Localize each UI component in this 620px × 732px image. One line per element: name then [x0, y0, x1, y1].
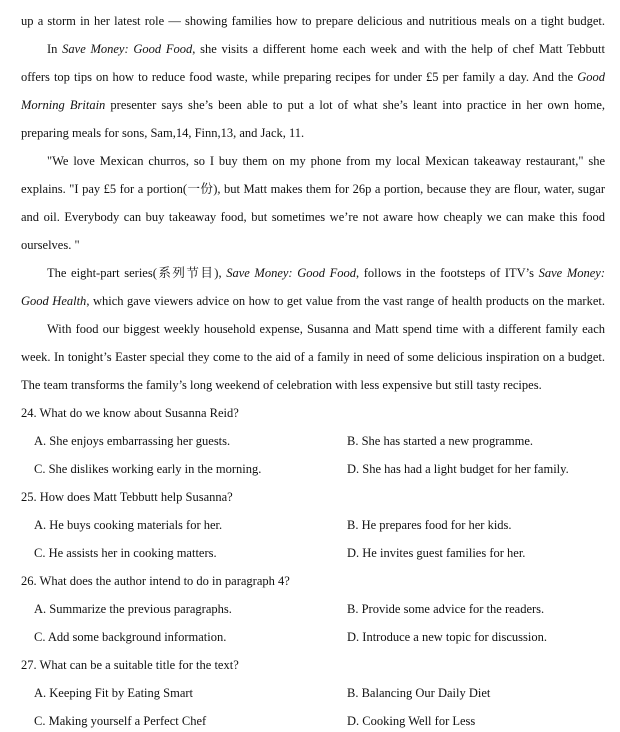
option-b: B. He prepares food for her kids.	[347, 518, 512, 532]
option-a: A. She enjoys embarrassing her guests.	[34, 434, 231, 448]
passage-line: ourselves. "	[21, 238, 80, 252]
option-a: A. Keeping Fit by Eating Smart	[34, 686, 194, 700]
option-c: C. She dislikes working early in the morning.	[34, 462, 262, 476]
text-run: , follows in the footsteps of ITV’s	[356, 266, 539, 280]
text-run: offers top tips on how to reduce food waste, while preparing recipes for under £5 per family a day. And the	[21, 70, 578, 84]
passage-line: and oil. Everybody can buy takeaway food, but sometimes we’re not aware how cheaply we can make this food	[21, 210, 605, 224]
text-run: The eight-part series(系列节目),	[47, 266, 227, 280]
option-c: C. He assists her in cooking matters.	[34, 546, 217, 560]
option-b: B. She has started a new programme.	[347, 434, 534, 448]
option-c: C. Add some background information.	[34, 630, 227, 644]
passage-line	[47, 265, 605, 281]
passage-line	[21, 69, 605, 85]
option-d: D. Cooking Well for Less	[347, 714, 476, 728]
option-b: B. Balancing Our Daily Diet	[347, 686, 491, 700]
show-title: Good Health	[21, 294, 87, 308]
question-stem: 24. What do we know about Susanna Reid?	[21, 406, 239, 420]
option-d: D. Introduce a new topic for discussion.	[347, 630, 547, 644]
option-a: A. He buys cooking materials for her.	[34, 518, 223, 532]
question-stem: 25. How does Matt Tebbutt help Susanna?	[21, 490, 233, 504]
option-c: C. Making yourself a Perfect Chef	[34, 714, 207, 728]
option-b: B. Provide some advice for the readers.	[347, 602, 545, 616]
option-d: D. He invites guest families for her.	[347, 546, 526, 560]
text-run: In	[47, 42, 63, 56]
show-title: Good	[577, 70, 605, 84]
passage-line	[21, 293, 605, 309]
question-stem: 27. What can be a suitable title for the text?	[21, 658, 239, 672]
passage-line: With food our biggest weekly household expense, Susanna and Matt spend time with a different family each	[47, 322, 605, 336]
passage-line: explains. "I pay £5 for a portion(一份), but Matt makes them for 26p a portion, because they are flour, water, sugar	[21, 182, 605, 196]
passage-line: The team transforms the family’s long weekend of celebration with less expensive but still tasty recipes.	[21, 378, 542, 392]
passage-line: "We love Mexican churros, so I buy them on my phone from my local Mexican takeaway restaurant," she	[47, 154, 605, 168]
passage-line: week. In tonight’s Easter special they come to the aid of a family in need of some delicious inspiration on a budget.	[21, 350, 605, 364]
passage-line: up a storm in her latest role — showing families how to prepare delicious and nutritious meals on a tight budget.	[21, 14, 605, 28]
option-d: D. She has had a light budget for her family.	[347, 462, 569, 476]
show-title: Morning Britain	[21, 98, 106, 112]
option-a: A. Summarize the previous paragraphs.	[34, 602, 232, 616]
passage-line: preparing meals for sons, Sam,14, Finn,13, and Jack, 11.	[21, 126, 305, 140]
text-run: presenter says she’s been able to put a lot of what she’s leant into practice in her own home,	[105, 98, 605, 112]
show-title: Save Money:	[538, 266, 606, 280]
show-title: Save Money: Good Food	[62, 42, 193, 56]
text-run: , which gave viewers advice on how to get value from the vast range of health products on the market.	[86, 294, 605, 308]
passage-line	[21, 97, 605, 113]
passage-line	[47, 41, 605, 57]
text-run: , she visits a different home each week and with the help of chef Matt Tebbutt	[192, 42, 605, 56]
question-stem: 26. What does the author intend to do in paragraph 4?	[21, 574, 290, 588]
show-title: Save Money: Good Food	[226, 266, 356, 280]
